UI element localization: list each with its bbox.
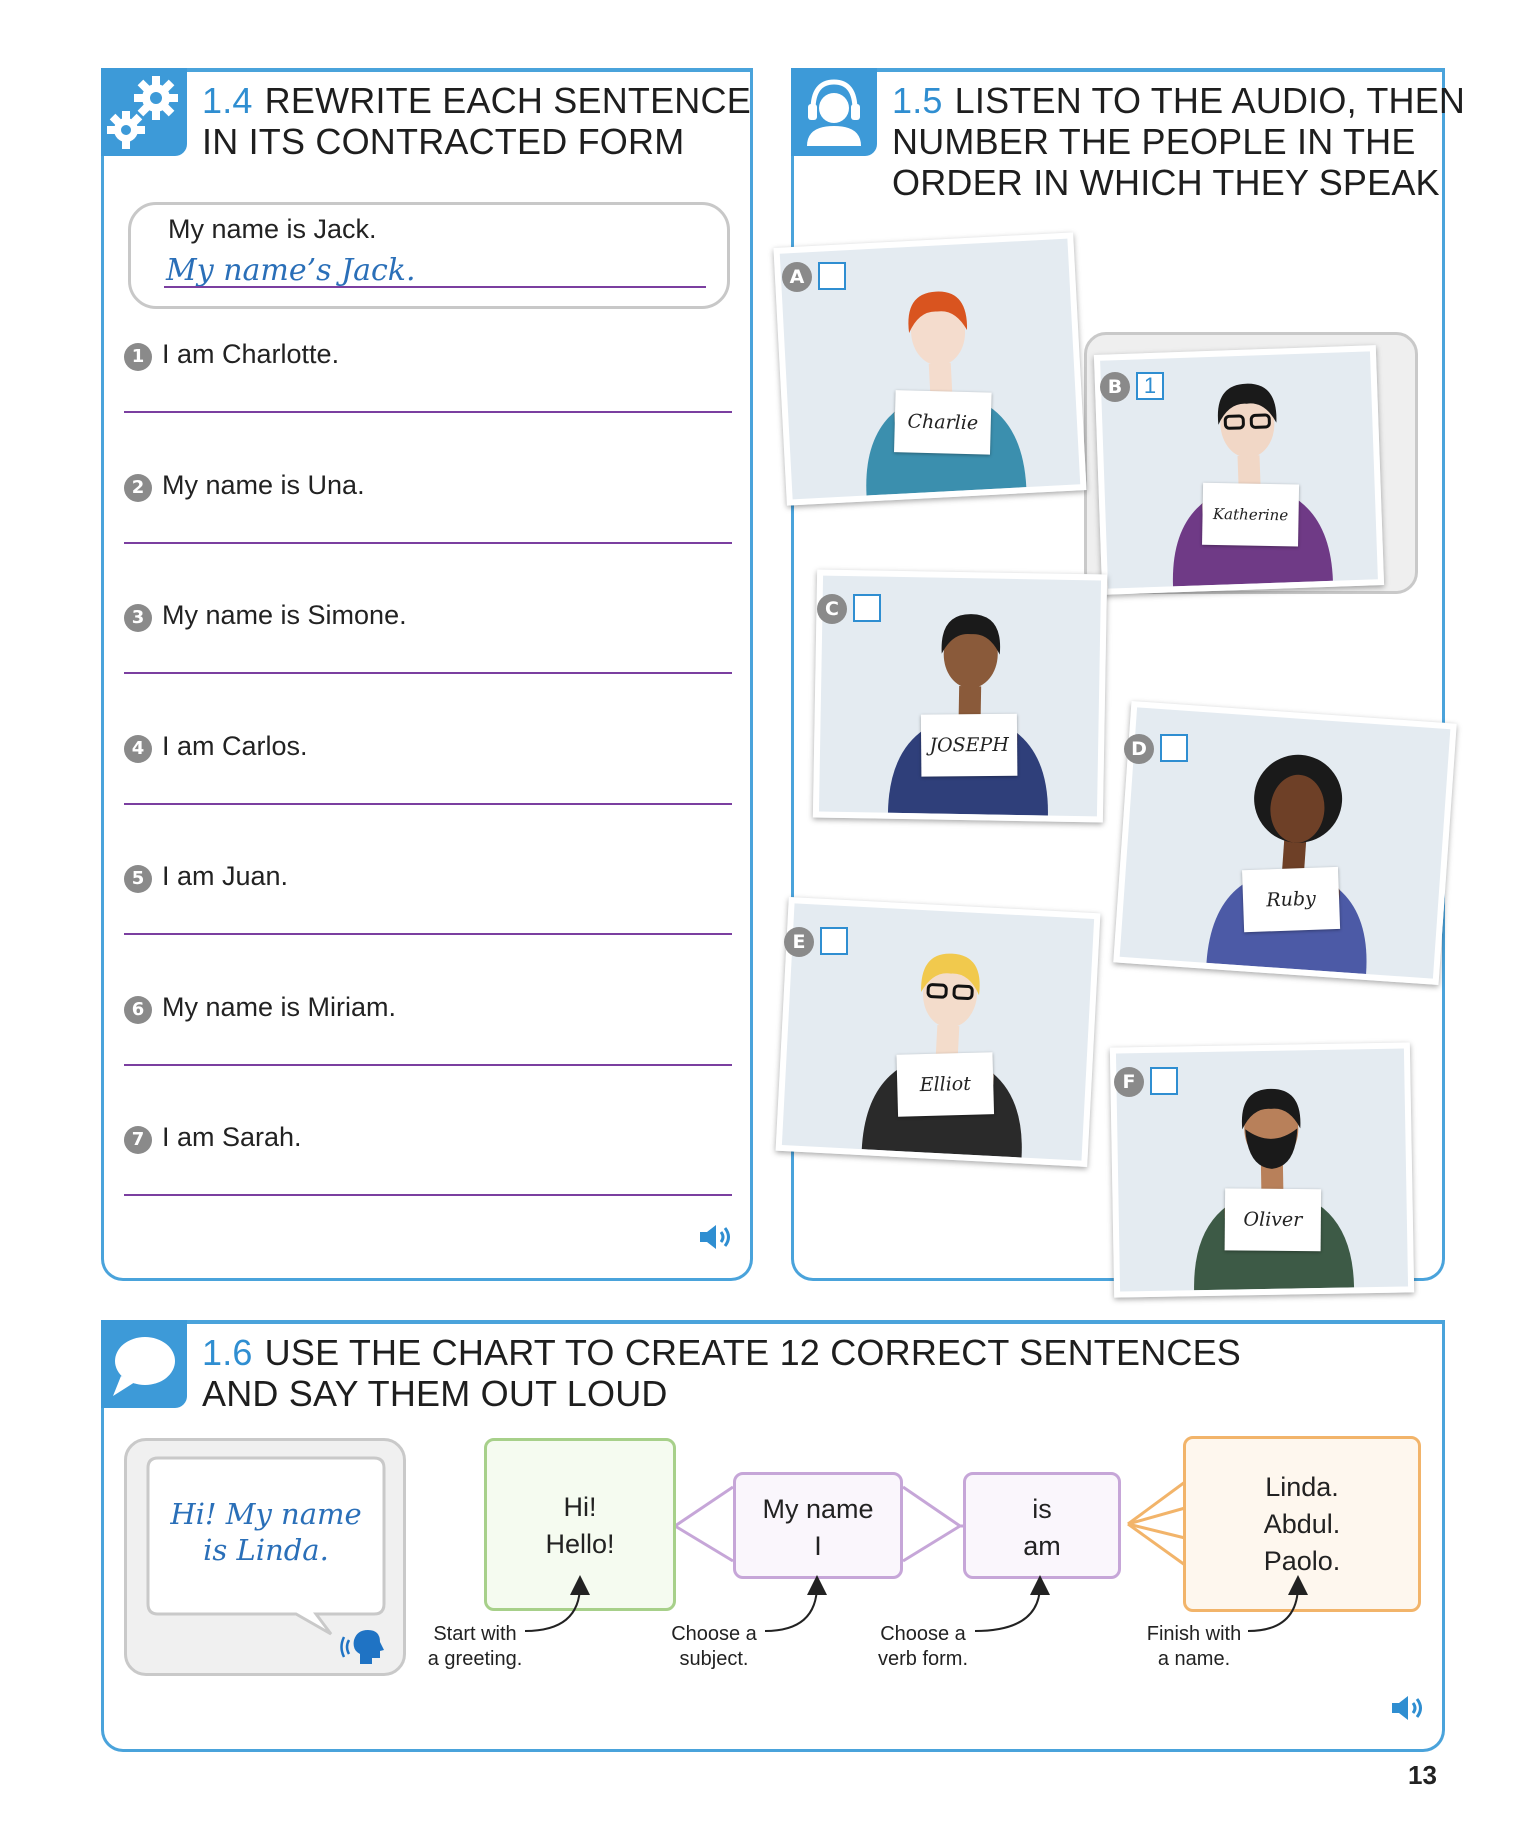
item-number: 6 (124, 996, 152, 1024)
heading-line: REWRITE EACH SENTENCE (264, 80, 751, 121)
exercise-1-4-heading (202, 80, 751, 162)
item-sentence: I am Carlos. (162, 730, 308, 761)
person-letter-badge: E (784, 927, 814, 957)
exercise-number: 1.6 (202, 1332, 253, 1373)
heading-line: AND SAY THEM OUT LOUD (202, 1373, 668, 1414)
item-number: 5 (124, 865, 152, 893)
exercise-1-5-icon-tab (791, 68, 877, 156)
caption-line: Start with (433, 1623, 517, 1645)
item-sentence: My name is Miriam. (162, 991, 397, 1022)
item-sentence: I am Charlotte. (162, 339, 340, 369)
sentence-item (124, 861, 732, 991)
order-checkbox[interactable] (818, 262, 846, 290)
caption-line: Choose a (880, 1623, 966, 1645)
item-sentence: My name is Una. (162, 469, 365, 500)
example-speech-line: is Linda. (203, 1533, 329, 1567)
sentence-item (124, 1122, 732, 1252)
caption-line: subject. (679, 1648, 749, 1670)
item-number: 2 (124, 474, 152, 502)
greeting-option: Hello! (545, 1529, 615, 1559)
item-number: 4 (124, 735, 152, 763)
person-letter-badge: A (782, 262, 812, 292)
audio-speaker-icon[interactable] (697, 1222, 735, 1252)
answer-line[interactable] (124, 1064, 732, 1066)
verb-option: am (1023, 1531, 1061, 1561)
exercise-1-4-icon-tab (101, 68, 187, 156)
heading-line: USE THE CHART TO CREATE 12 CORRECT SENTENCES (264, 1332, 1242, 1373)
sentence-item (124, 731, 732, 861)
name-sign: Charlie (894, 390, 992, 454)
item-number: 3 (124, 604, 152, 632)
answer-line[interactable] (124, 672, 732, 674)
answer-line[interactable] (124, 411, 732, 413)
exercise-1-6-heading (202, 1332, 1241, 1414)
name-option: Abdul. (1263, 1509, 1341, 1539)
subject-option: My name (762, 1494, 874, 1524)
name-sign: Elliot (896, 1052, 994, 1116)
person-letter-badge: B (1100, 372, 1130, 402)
item-sentence: I am Sarah. (162, 1122, 302, 1152)
order-checkbox[interactable] (1160, 734, 1188, 762)
sentence-item (124, 600, 732, 730)
example-answer-line (164, 286, 706, 288)
caption-line: Finish with (1146, 1623, 1242, 1645)
greeting-option: Hi! (563, 1492, 597, 1522)
caption-line: a greeting. (427, 1648, 523, 1670)
speaking-head-icon (340, 1628, 386, 1666)
name-option: Paolo. (1263, 1546, 1341, 1576)
item-number: 1 (124, 343, 152, 371)
exercise-number: 1.4 (202, 80, 253, 121)
name-sign: Katherine (1202, 483, 1299, 547)
heading-line: LISTEN TO THE AUDIO, THEN (954, 80, 1466, 121)
person-letter-badge: D (1124, 734, 1154, 764)
verb-option: is (1032, 1494, 1052, 1524)
caption-subject (664, 1622, 764, 1672)
item-sentence: I am Juan. (162, 861, 289, 891)
sentence-item (124, 992, 732, 1122)
example-prompt: My name is Jack. (168, 214, 377, 244)
answer-line[interactable] (124, 1194, 732, 1196)
caption-line: Choose a (671, 1623, 757, 1645)
example-speech-line: Hi! My name (170, 1497, 362, 1531)
answer-line[interactable] (124, 803, 732, 805)
speech-bubble-icon (101, 1320, 187, 1408)
order-checkbox[interactable] (1150, 1067, 1178, 1095)
person-letter-badge: F (1114, 1067, 1144, 1097)
order-checkbox[interactable] (820, 927, 848, 955)
caption-line: a name. (1157, 1648, 1231, 1670)
sentence-item (124, 339, 732, 469)
example-speech-text (150, 1496, 382, 1568)
name-sign: Oliver (1225, 1188, 1322, 1251)
order-checkbox[interactable]: 1 (1136, 372, 1164, 400)
heading-line: NUMBER THE PEOPLE IN THE (892, 121, 1416, 162)
headphones-icon (791, 68, 877, 156)
example-answer: My name’s Jack. (166, 253, 416, 288)
item-sentence: My name is Simone. (162, 600, 407, 630)
caption-verb (868, 1622, 978, 1672)
item-number: 7 (124, 1126, 152, 1154)
exercise-1-6-icon-tab (101, 1320, 187, 1408)
order-checkbox[interactable] (853, 594, 881, 622)
exercise-1-5-heading (892, 80, 1465, 203)
name-sign: JOSEPH (921, 714, 1018, 777)
caption-greeting (420, 1622, 530, 1672)
subject-option: I (814, 1531, 822, 1561)
person-letter-badge: C (817, 594, 847, 624)
name-sign: Ruby (1242, 867, 1340, 932)
heading-line: ORDER IN WHICH THEY SPEAK (892, 162, 1440, 203)
caption-line: verb form. (877, 1648, 969, 1670)
gears-icon (101, 68, 187, 156)
caption-name (1138, 1622, 1250, 1672)
exercise-number: 1.5 (892, 80, 943, 121)
verb-box (963, 1472, 1121, 1579)
sentence-item (124, 470, 732, 600)
page-number: 13 (1408, 1760, 1437, 1790)
answer-line[interactable] (124, 542, 732, 544)
name-option: Linda. (1265, 1472, 1339, 1502)
answer-line[interactable] (124, 933, 732, 935)
audio-speaker-icon[interactable] (1389, 1693, 1427, 1723)
subject-box (733, 1472, 903, 1579)
heading-line: IN ITS CONTRACTED FORM (202, 121, 685, 162)
